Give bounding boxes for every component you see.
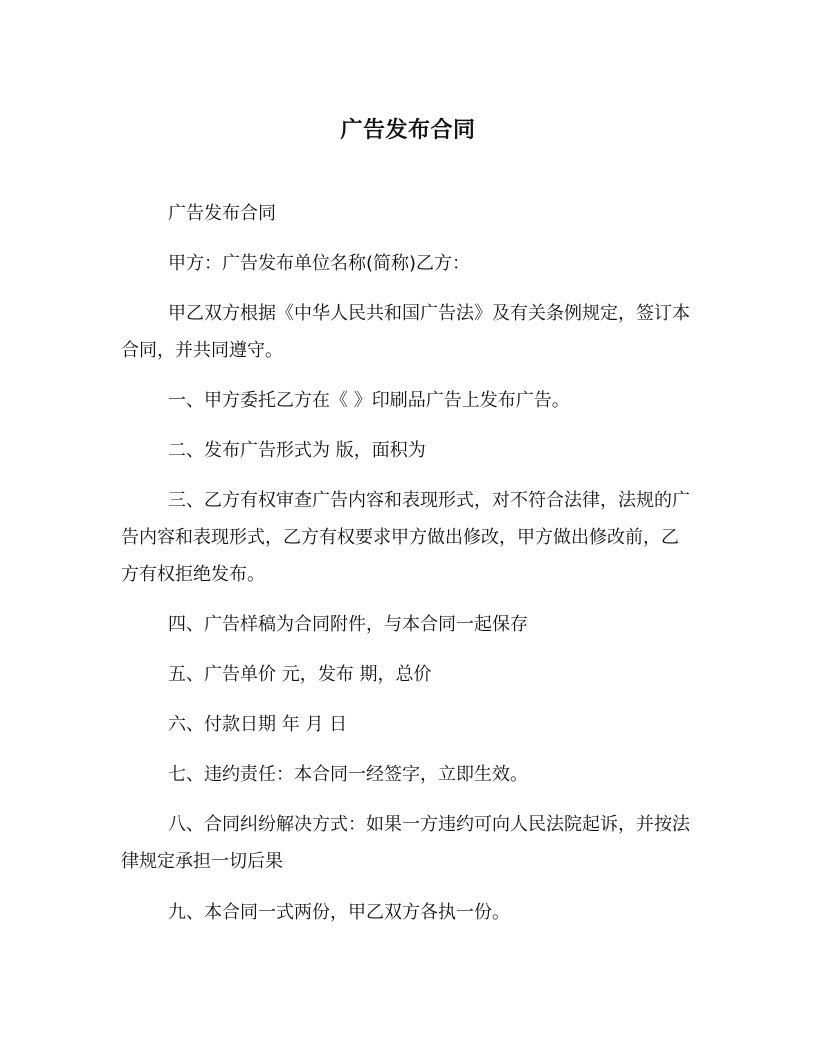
paragraph-heading: 广告发布合同 — [168, 203, 276, 224]
paragraph-parties: 甲方：广告发布单位名称(简称)乙方： — [168, 253, 471, 274]
paragraph-preamble: 甲乙双方根据《中华人民共和国广告法》及有关条例规定，签订本合同，并共同遵守。 — [121, 303, 690, 361]
clause-4: 四、广告样稿为合同附件，与本合同一起保存 — [168, 614, 528, 635]
clause-6: 六、付款日期 年 月 日 — [168, 714, 348, 735]
document-title: 广告发布合同 — [340, 118, 476, 143]
clause-8: 八、合同纠纷解决方式：如果一方违约可向人民法院起诉，并按法律规定承担一切后果 — [121, 814, 690, 872]
clause-3: 三、乙方有权审查广告内容和表现形式，对不符合法律，法规的广告内容和表现形式，乙方有权要求甲方做出修改，甲方做出修改前，乙方有权拒绝发布。 — [121, 490, 690, 585]
clause-7: 七、违约责任：本合同一经签字，立即生效。 — [168, 764, 528, 785]
clause-9: 九、本合同一式两份，甲乙双方各执一份。 — [168, 902, 510, 923]
clause-5: 五、广告单价 元，发布 期，总价 — [168, 664, 432, 685]
clause-1: 一、甲方委托乙方在《 》印刷品广告上发布广告。 — [168, 390, 570, 411]
clause-2: 二、发布广告形式为 版，面积为 — [168, 440, 426, 461]
